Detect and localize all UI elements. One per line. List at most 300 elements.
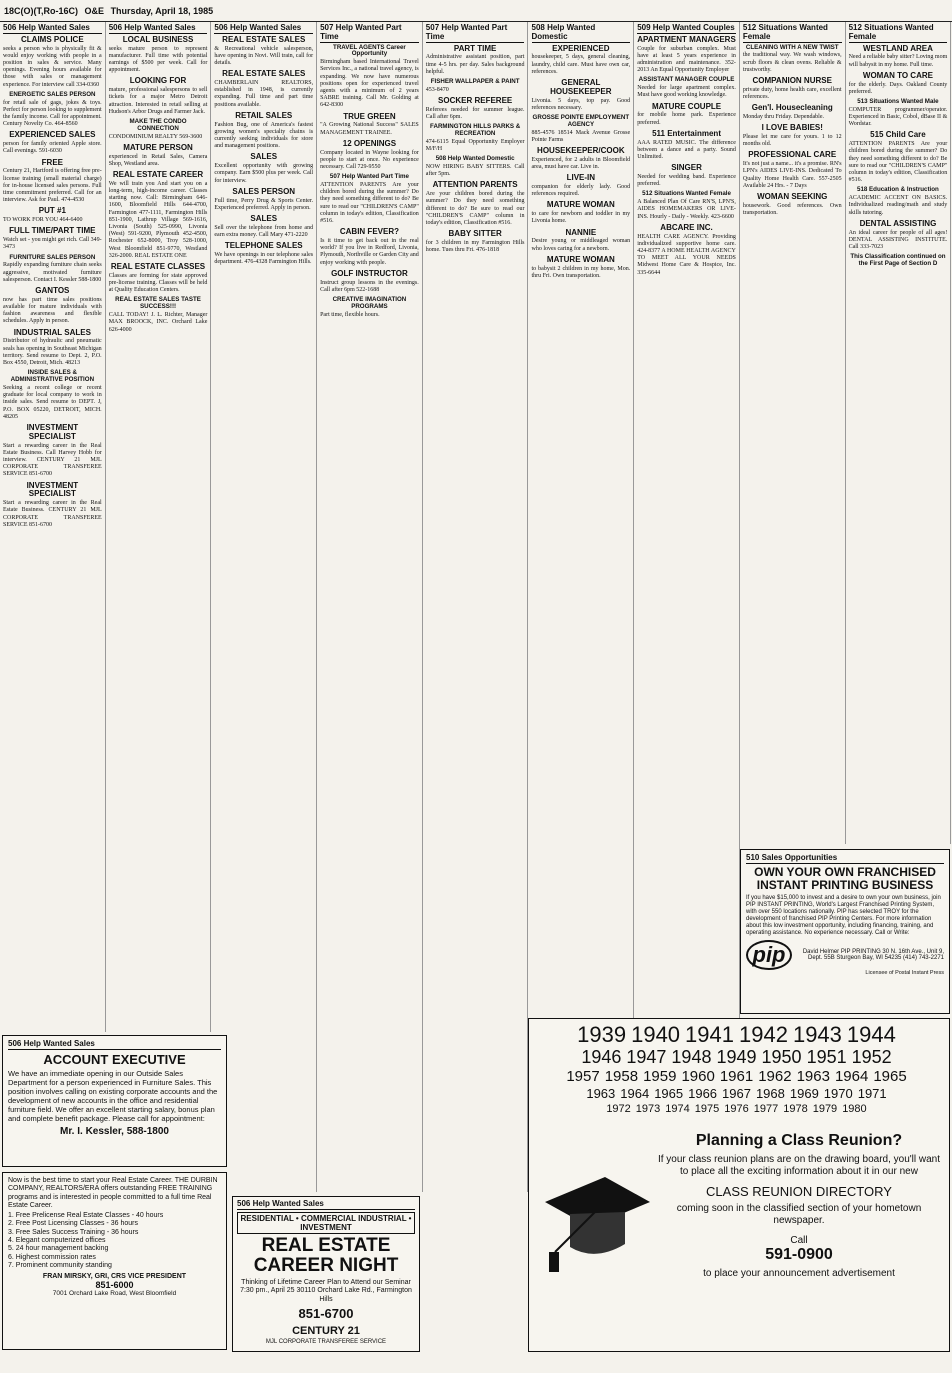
classified-ad (426, 181, 525, 227)
years-row (535, 1086, 943, 1102)
classified-ad (532, 115, 631, 144)
classified-ad (637, 164, 736, 188)
ad-body: Need a reliable baby sitter? Loving mom will babysit in my home. Full time. (848, 54, 948, 68)
classified-ad (214, 70, 313, 109)
ad-title: TELEPHONE SALES (224, 241, 303, 251)
classified-ad (849, 220, 948, 251)
page-code: 18C(O)(T,Ro-16C) (4, 6, 79, 16)
classified-ad (532, 229, 631, 253)
ad-note: Licensee of Postal Instant Press (865, 969, 944, 976)
classified-ad (109, 144, 208, 168)
ad-title: 515 Child Care (870, 130, 926, 140)
ad-body: companion for elderly lady. Good references required. (531, 184, 631, 198)
year-label: 1970 (823, 1086, 853, 1101)
ad-footer (746, 940, 944, 970)
classified-ad (3, 92, 102, 129)
ad-body: HEALTH CARE AGENCY. Providing individualized supportive home care. 424-8377 A HOME HEALTH AGENCY TO MEET ALL YOUR NEEDS Midwest Home Care & Hospice, Inc. 335-6644 (637, 233, 736, 276)
ad-title: INVESTMENT SPECIALIST (26, 422, 79, 441)
ad-title: SALES (250, 214, 278, 224)
ad-body: housekeeper, 5 days, general cleaning, laundry, child care. Must have own car, references. (531, 54, 631, 75)
classified-ad (320, 45, 419, 110)
ad-body: We have openings in our telephone sales department. 476-4328 Farmington Hills. (214, 252, 314, 266)
classified-ad (109, 297, 208, 333)
ad-body: Birmingham based International Travel Services Inc., a national travel agency, is expanding. We now have numerous positions open for experienced travel agents with a minimum of 2 years SABRE training. Call Mr. Golding at 642-8300 (320, 59, 419, 109)
ad-title: This Classification continued on the First Page of Section D (850, 253, 946, 268)
ad-body: the traditional way. We wash windows, scrub floors & clean ovens. Reliable & trustworthy. (742, 52, 842, 73)
classified-ad (3, 370, 102, 421)
ad-title: PART TIME (453, 43, 497, 53)
ad-title: APARTMENT MANAGERS (637, 34, 736, 44)
benefit-item: 1. Free Prelicense Real Estate Classes - 40 hours (8, 1212, 164, 1220)
ad-title: MATURE PERSON (123, 142, 193, 152)
ad-brand: CENTURY 21 (292, 1325, 360, 1338)
ad-title: TRUE GREEN (343, 111, 396, 121)
year-label: 1963 (796, 1068, 830, 1085)
column-heading: 507 Help Wanted Part Time (426, 24, 525, 43)
year-label: 1958 (604, 1068, 639, 1085)
year-label: 1957 (566, 1068, 600, 1085)
ad-title: REAL ESTATE SALES (222, 34, 306, 44)
directory-name: CLASS REUNION DIRECTORY (706, 1184, 892, 1199)
ad-title: GOLF INSTRUCTOR (331, 268, 408, 278)
ad-footer: to place your announcement advertisement (703, 1268, 895, 1279)
column-heading: 506 Help Wanted Sales (3, 24, 102, 34)
ad-body: Part time, flexible hours. (320, 311, 380, 318)
ad-title: EXPERIENCED SALES (9, 130, 96, 140)
ad-body: Needed for wedding band. Experience preferred. (637, 174, 736, 188)
ad-body: AAA RATED MUSIC. The difference between a dance and a party. Sound Unlimited. (637, 139, 736, 161)
ad-body: A Balanced Plan Of Care RN'S, LPN'S, AIDES HOMEMAKERS OR LIVE-INS. Hourly - Daily - Weekly. 423-6600 (637, 199, 736, 220)
year-label: 1964 (620, 1086, 650, 1101)
classified-ad (320, 228, 419, 267)
classified-column (423, 22, 529, 1192)
ad-intro: Now is the best time to start your Real Estate Career. THE DURBIN COMPANY, REALTORS/ERA offers outstanding FREE TRAINING programs and is interested in people committed to a full time Real Estate Career. (8, 1177, 218, 1209)
ad-title: SINGER (671, 163, 702, 173)
classified-ad (109, 77, 208, 116)
classified-ad (849, 45, 948, 69)
ad-body: Watch set - you might get rich. Call 349-3473 (3, 237, 102, 251)
ad-title: FURNITURE SALES PERSON (9, 253, 96, 261)
ad-subtitle: RESIDENTIAL • COMMERCIAL INDUSTRIAL • INVESTMENT (237, 1212, 415, 1234)
classified-ad (532, 174, 631, 198)
durbin-realtors-ad (2, 1172, 227, 1350)
years-banner (535, 1022, 943, 1124)
benefit-item: 2. Free Post Licensing Classes - 36 hours (8, 1220, 138, 1228)
year-label: 1947 (626, 1047, 667, 1067)
ad-body: If your class reunion plans are on the drawing board, you'll want to place all the exciting information about it in our new (657, 1154, 941, 1177)
classified-column (0, 22, 106, 1032)
ad-body: Are your children bored during the summer? Do they need something different to do? Be sure to read our "CHILDREN'S CAMP" column in today's edition, Classification #516. (425, 191, 525, 227)
classified-column (846, 22, 952, 844)
ad-body: seeks a person who is physically fit & would enjoy working with people in a position in sales & service. Many openings. Evening hours available for those with sales or management experience. For interview call 334-0360 (3, 45, 102, 88)
ad-body: seeks mature person to represent manufacturer. Full time with potential earnings of $500 per week. Call for appointment. (108, 45, 208, 74)
years-row (535, 1102, 943, 1116)
years-row (535, 1047, 943, 1068)
classified-ad (3, 131, 102, 155)
year-label: 1951 (806, 1047, 847, 1067)
year-label: 1965 (654, 1086, 684, 1101)
ad-body: Full time, Perry Drug & Sports Center. Experienced preferred. Apply in person. (214, 197, 314, 211)
benefits-list (8, 1212, 221, 1270)
ad-title: GANTOS (35, 286, 70, 296)
ad-title: 508 Help Wanted Domestic (435, 155, 515, 163)
ad-body: Company located in Wayne looking for people to start at once. No experience necessary. Call 729-9550 (320, 149, 419, 171)
ad-title: COMPANION NURSE (752, 76, 832, 86)
ad-section-head: 506 Help Wanted Sales (237, 1200, 415, 1210)
ad-phone: 591-0900 (765, 1246, 833, 1263)
year-label: 1968 (755, 1086, 785, 1101)
ad-title: CLEANING WITH A NEW TWIST (745, 43, 839, 51)
year-label: 1952 (851, 1047, 892, 1067)
graduation-cap-icon (535, 1132, 655, 1332)
ad-body: Start a rewarding career in the Real Estate Business. CENTURY 21 MJL CORPORATE TRANSFEREE SERVICE 851-6700 (3, 500, 102, 528)
classified-ad (214, 36, 313, 67)
column-heading: 512 Situations Wanted Female (743, 24, 842, 43)
classified-ad (849, 99, 948, 128)
pip-printing-ad (740, 849, 950, 1014)
classified-ad (426, 45, 525, 76)
ad-body: to care for newborn and toddler in my Livonia home. (531, 211, 631, 225)
year-label: 1966 (688, 1086, 718, 1101)
ad-phone: 851-6700 (298, 1306, 354, 1322)
year-label: 1973 (635, 1103, 661, 1115)
ad-body: Thinking of Lifetime Career Plan to Attend our Seminar 7:30 pm., April 25 30110 Orchard Lake Rd., Farmington Hills (240, 1278, 412, 1303)
classified-ad (637, 191, 736, 220)
ad-title: REAL ESTATE CAREER NIGHT (253, 1234, 399, 1276)
year-label: 1980 (842, 1103, 867, 1115)
column-heading: 506 Help Wanted Sales (109, 24, 208, 34)
ad-body: for retail sale of gags, jokes & toys. Perfect for person looking to supplement the family income. Call for appointment. Century Novelty Co. 464-8560 (3, 99, 102, 128)
classified-column (529, 22, 635, 1027)
year-label: 1972 (606, 1103, 631, 1115)
ad-title: 512 Situations Wanted Female (642, 190, 731, 198)
classified-ad (426, 79, 525, 94)
ad-body: for the elderly. Days. Oakland County preferred. (848, 81, 948, 95)
year-label: 1959 (643, 1068, 677, 1085)
classified-ad (637, 224, 736, 277)
ad-body: COMPUTER programmer/operator. Experienced in Basic, Cobol, dBase II & Wordstar. (848, 106, 948, 128)
ad-brand-sub: MJL CORPORATE TRANSFEREE SERVICE (265, 1339, 387, 1346)
ad-title: 513 Situations Wanted Male (857, 98, 939, 105)
classified-ad (3, 329, 102, 368)
classified-ad (637, 77, 736, 99)
ad-title: 518 Education & Instruction (857, 186, 939, 194)
issue-date: Thursday, April 18, 1985 (110, 6, 214, 16)
classified-ad (532, 147, 631, 171)
classified-ad (214, 242, 313, 266)
year-label: 1965 (873, 1068, 907, 1085)
year-label: 1961 (719, 1068, 754, 1085)
ad-body: NOW HIRING BABY SITTERS. Call after 5pm. (425, 164, 525, 178)
classified-ad (849, 131, 948, 184)
classified-ad (849, 72, 948, 96)
ad-section-head: 506 Help Wanted Sales (8, 1040, 221, 1050)
ad-title: 507 Help Wanted Part Time (329, 173, 409, 181)
ad-body: Start a rewarding career in the Real Estate Business. Call Harvey Hobb for interview. CENTURY 21 MJL CORPORATE TRANSFEREE SERVICE 851-6700 (3, 442, 102, 478)
ad-title: REAL ESTATE CAREER (112, 170, 204, 180)
ad-body: Excellent opportunity with growing company. Earn $500 plus per week. Call for interview. (214, 163, 314, 184)
ad-body: Distributor of hydraulic and pneumatic seals has opening in Southeast Michigan territory. Send resume to Dept. 2, P.O. Box 4550, Detroit, Mich. 48213 (3, 338, 102, 367)
ad-title: 12 OPENINGS (342, 138, 397, 148)
classified-ad (426, 124, 525, 153)
classified-ad (214, 215, 313, 239)
call-label: Call (790, 1235, 808, 1246)
paper-name: O&E (84, 6, 105, 16)
year-label: 1950 (761, 1047, 802, 1067)
ad-title: CREATIVE IMAGINATION PROGRAMS (332, 296, 407, 310)
ad-body: 885-4576 18514 Mack Avenue Grosse Pointe Farms (531, 129, 631, 143)
classified-ad (637, 36, 736, 75)
ad-title: GROSSE POINTE EMPLOYMENT AGENCY (532, 114, 630, 128)
classified-ad (320, 113, 419, 137)
ad-title: ENERGETIC SALES PERSON (9, 90, 96, 98)
benefit-item: 3. Free Sales Success Training - 36 hours (8, 1228, 139, 1236)
ad-title: INDUSTRIAL SALES (13, 327, 91, 337)
ad-sub: coming soon in the classified section of your hometown newspaper. (676, 1203, 922, 1226)
classified-ad (3, 287, 102, 326)
ad-title: HOUSEKEEPER/COOK (537, 146, 625, 156)
ad-title: Gen'l. Housecleaning (751, 103, 833, 113)
ad-title: ATTENTION PARENTS (432, 180, 518, 190)
ad-section-head: 510 Sales Opportunities (746, 854, 944, 864)
year-label: 1964 (834, 1068, 869, 1085)
ad-body: to babysit 2 children in my home, Mon. thru Fri. Own transportation. (531, 265, 631, 279)
year-label: 1971 (857, 1086, 887, 1101)
ad-title: LOOKING FOR (129, 76, 187, 86)
year-label: 1974 (665, 1103, 690, 1115)
classified-ad (3, 255, 102, 284)
classified-ad (743, 104, 842, 121)
ad-body: for 3 children in my Farmington Hills home. Tues thru Fri. 476-1818 (425, 240, 525, 254)
ad-body: person for family oriented Apple store. Call evenings. 591-6030 (3, 141, 102, 155)
ad-body: TO WORK FOR YOU 464-6400 (3, 217, 83, 224)
year-label: 1978 (783, 1103, 808, 1115)
ad-title: BABY SITTER (448, 229, 502, 239)
ad-title: GENERAL HOUSEKEEPER (550, 78, 612, 96)
classified-ad (743, 124, 842, 148)
ad-body: & Recreational vehicle salesperson, have opening in Novi. Will train, call for details. (214, 45, 314, 66)
classified-column (634, 22, 740, 1027)
ad-title: REAL ESTATE SALES (222, 69, 306, 79)
classified-ad (3, 424, 102, 479)
ad-body: We will train you And start you on a long-term, high-income career. Classes starting now. Call: Birmingham 646-1600, Bloomfield Hills 644-4700, Farmington 477-1111, Farmington Hills 851-1900, Lathrup Village 569-1616, Livonia (South) 525-0990, Livonia (West) 591-9200, Plymouth 452-4500, Rochester 652-8000, Troy 528-1000, West Bloomfield 851-9770, Westland 326-2000. REAL ESTATE ONE (108, 180, 208, 259)
classified-ad (849, 187, 948, 216)
ad-body: CALL TODAY! J. L. Richter, Manager MAX BROOCK, INC. Orchard Lake 626-4000 (108, 312, 208, 333)
ad-title: FULL TIME/PART TIME (9, 226, 96, 236)
ad-title: 511 Entertainment (652, 128, 721, 138)
ad-body: Referees needed for summer league. Call after 6pm. (425, 106, 525, 121)
column-heading: 508 Help Wanted Domestic (532, 24, 631, 43)
year-label: 1963 (586, 1086, 616, 1101)
ad-body: for mobile home park. Experience preferred. (637, 112, 736, 126)
classified-ad (320, 174, 419, 225)
column-heading: 507 Help Wanted Part Time (320, 24, 419, 43)
classified-ad (109, 36, 208, 75)
ad-title: WOMAN SEEKING (757, 192, 828, 202)
ad-address: 7001 Orchard Lake Road, West Bloomfield (52, 1290, 177, 1298)
ad-title: CABIN FEVER? (339, 227, 399, 237)
ad-title: MATURE WOMAN (546, 254, 615, 264)
ad-body: If you have $15,000 to invest and a desire to own your own business, join PIP INSTANT PRINTING, World's Largest Franchised Printing System, with over 550 locations nationally. PIP has selected TROY for the development of franchised PIP Printing Centers. For more information about this low investment opportunity, including financing, training, and operating assistance. No experience necessary. Call or Write: (746, 894, 941, 936)
year-label: 1969 (789, 1086, 819, 1101)
benefit-item: 6. Highest commission rates (8, 1253, 96, 1261)
ad-body: private duty, home health care, excellent references. (742, 86, 842, 101)
ad-body: Experienced, for 2 adults in Bloomfield area, must have car. Live in. (531, 156, 631, 171)
ad-title: FISHER WALLPAPER & PAINT (430, 78, 520, 85)
ad-title: ASSISTANT MANAGER COUPLE (638, 76, 735, 84)
year-label: 1946 (581, 1047, 622, 1067)
ad-title: MAKE THE CONDO CONNECTION (129, 118, 187, 132)
ad-phone: 851-6000 (95, 1280, 134, 1291)
ad-body: Monday thru Friday. Dependable. (742, 114, 824, 121)
ad-title: I LOVE BABIES! (761, 123, 823, 133)
ad-body: Is it time to get back out in the real world? If you live in Redford, Livonia, Plymouth, Northville or Garden City and enjoy working with people. (320, 238, 419, 266)
ad-title: SOCKER REFEREE (438, 96, 513, 106)
classified-ad (743, 77, 842, 101)
benefit-item: 5. 24 hour management backing (8, 1245, 109, 1253)
ad-title: LIVE-IN (566, 173, 596, 183)
classified-ad (3, 159, 102, 205)
year-label: 1960 (681, 1068, 715, 1085)
ad-body: ATTENTION PARENTS Are your children bored during the summer? Do they need something different to do? Be sure to read our "CHILDREN'S CAMP" column in today's edition, Classification #516. (848, 141, 948, 184)
classified-column (106, 22, 212, 1032)
ad-body: Needed for large apartment complex. Must have good working knowledge. (637, 85, 736, 99)
classified-ad (532, 79, 631, 112)
benefit-item: 7. Prominent community standing (8, 1261, 112, 1269)
ad-body: ATTENTION PARENTS Are your children bored during the summer? Do they need something different to do? Be sure to read our "CHILDREN'S CAMP" column in today's edition, Classification #516. (320, 182, 419, 225)
ad-body: An ideal career for people of all ages! DENTAL ASSISTING INSTITUTE. Call 333-7023 (848, 229, 948, 251)
classified-ad (849, 254, 948, 268)
ad-body: Couple for suburban complex. Must have at least 5 years experience in administration and maintenance. 352-2013 An Equal Opportunity Employer (637, 45, 736, 74)
ad-title: FARMINGTON HILLS PARKS & RECREATION (430, 123, 521, 138)
year-label: 1976 (724, 1103, 749, 1115)
ad-title: SALES PERSON (232, 186, 296, 196)
ad-title: Planning a Class Reunion? (695, 1132, 903, 1149)
classified-column (211, 22, 317, 1192)
classified-ad (3, 36, 102, 89)
year-label: 1975 (694, 1103, 720, 1115)
classified-ad (532, 45, 631, 76)
ad-title: LOCAL BUSINESS (122, 34, 194, 44)
ad-body: Century 21, Hartford is offering free pre-license training (small material charge) for in-house licensed sales persons. Full time commitment preferred. Call for an interview. Ask for Paul. 474-4530 (3, 168, 102, 204)
ad-body: CONDOMINIUM REALTY 569-3600 (108, 133, 203, 140)
ad-title: NANNIE (565, 227, 597, 237)
classified-ad (426, 97, 525, 121)
classified-ad (214, 188, 313, 212)
ad-title: REAL ESTATE CLASSES (110, 262, 206, 272)
ad-title: ABCARE INC. (660, 222, 713, 232)
ad-body: now has part time sales positions available for mature individuals with fashion awareness and flexible schedules. Apply in person. (3, 296, 102, 325)
column-heading: 506 Help Wanted Sales (214, 24, 313, 34)
classified-ad (426, 230, 525, 254)
classified-ad (214, 112, 313, 151)
ad-title: CLAIMS POLICE (21, 34, 84, 44)
ad-title: FREE (41, 157, 64, 167)
ad-title: INVESTMENT SPECIALIST (26, 480, 79, 499)
classified-ad (320, 270, 419, 294)
year-label: 1941 (685, 1022, 734, 1047)
classified-ad (109, 263, 208, 294)
ad-body: ACADEMIC ACCENT ON BASICS. Individualized reading/math and study skills tutoring. (848, 195, 948, 216)
ad-body: Administrative assistant position, part time 4-5 hrs. per day. Sales background helpful. (425, 54, 525, 75)
years-row (535, 1022, 943, 1047)
classified-ad (320, 297, 419, 319)
ad-body: It's not just a name... it's a promise. RN's LPN's AIDES LIVE-INS. Dedicated To Quality Home Health Care. 557-2505 Available 24 Hrs. - 7 Days (742, 161, 842, 189)
ad-title: OWN YOUR OWN FRANCHISED INSTANT PRINTING BUSINESS (754, 864, 936, 892)
pip-logo: pip (746, 940, 792, 970)
classified-ad (426, 156, 525, 178)
ad-body: Fashion Bug, one of America's fastest growing women's specialty chains is currently seeking individuals for store and management positions. (214, 121, 314, 150)
classified-ad (3, 482, 102, 529)
year-label: 1942 (739, 1022, 788, 1047)
column-heading: 512 Situations Wanted Female (849, 24, 948, 43)
year-label: 1949 (716, 1047, 757, 1067)
ad-title: WESTLAND AREA (862, 43, 933, 53)
ad-contact: David Helmer PIP PRINTING 30 N. 16th Ave., Unit 9, Dept. 55B Sturgeon Bay, WI 54235 (414) 743-2271 (802, 948, 944, 961)
ad-body: Livonia. 5 days, top pay. Good references necessary. (531, 97, 631, 111)
classified-ad (109, 119, 208, 141)
year-label: 1977 (753, 1103, 779, 1115)
ad-body: Please let me care for yours. 1 to 12 months old. (742, 134, 842, 148)
ad-title: WOMAN TO CARE (862, 70, 933, 80)
ad-title: TRAVEL AGENTS Career Opportunity (333, 43, 406, 58)
year-label: 1939 (577, 1022, 627, 1047)
classified-ad (743, 45, 842, 74)
year-label: 1962 (758, 1068, 792, 1085)
year-label: 1979 (812, 1103, 838, 1115)
classified-column (740, 22, 846, 844)
classified-column (317, 22, 423, 1192)
career-night-ad (232, 1196, 420, 1352)
ad-title: REAL ESTATE SALES TASTE SUCCESS!!! (115, 296, 201, 311)
ad-body: experienced in Retail Sales, Camera Shop, Westland area. (108, 153, 208, 167)
classified-ad (743, 193, 842, 217)
years-row (535, 1068, 943, 1086)
ad-body: mature, professional salespersons to sell tickets for a major Metro Detroit attraction. Interested in retail selling at Hudson's Arbor Drugs and Farmer Jack. (108, 87, 208, 115)
ad-title: DENTAL ASSISTING (859, 218, 937, 228)
ad-title: PUT #1 (38, 206, 66, 216)
ad-body: Rapidly expanding furniture chain seeks aggressive, motivated furniture salesperson. Contact I. Kessler 588-1800 (3, 262, 102, 283)
classified-ad (320, 140, 419, 171)
account-executive-ad (2, 1035, 227, 1167)
year-label: 1944 (846, 1022, 896, 1047)
classified-ad (637, 130, 736, 161)
ad-title: PROFESSIONAL CARE (748, 150, 837, 160)
class-reunion-ad (528, 1018, 950, 1352)
ad-body: 474-6115 Equal Opportunity Employer M/F/H (425, 138, 525, 153)
classified-ad (532, 256, 631, 280)
ad-title: MATURE WOMAN (546, 200, 615, 210)
ad-title: RETAIL SALES (235, 110, 293, 120)
classified-ad (109, 171, 208, 260)
ad-body: Sell over the telephone from home and earn extra money. Call Mary 471-2220 (214, 224, 314, 239)
ad-body: housework. Good references. Own transportation. (742, 202, 842, 217)
column-heading: 509 Help Wanted Couples (637, 23, 735, 32)
classified-ad (532, 201, 631, 225)
ad-title: ACCOUNT EXECUTIVE (43, 1051, 186, 1067)
year-label: 1943 (792, 1022, 842, 1047)
benefit-item: 4. Elegant computerized offices (8, 1237, 106, 1245)
ad-body: Seeking a recent college or recent graduate for local company to work in inside sales. Send resume to DEPT. J, P.O. BOX 05220, DETROIT, MICH. 48205 (3, 384, 102, 420)
classified-ad (214, 153, 313, 184)
year-label: 1948 (671, 1047, 712, 1067)
ad-body: CHAMBERLAIN REALTORS, established in 1948, is currently expanding. Full time and part time positions available. (214, 80, 314, 108)
ad-title: MATURE COUPLE (651, 101, 722, 111)
year-label: 1967 (722, 1086, 751, 1101)
ad-body: "A Growing National Success" SALES MANAGEMENT TRAINEE. (320, 122, 419, 136)
ad-body: Classes are forming for state approved pre-license training. Classes will be held at Quality Education Centers. (108, 272, 208, 294)
ad-title: INSIDE SALES & ADMINISTRATIVE POSITION (10, 369, 95, 384)
